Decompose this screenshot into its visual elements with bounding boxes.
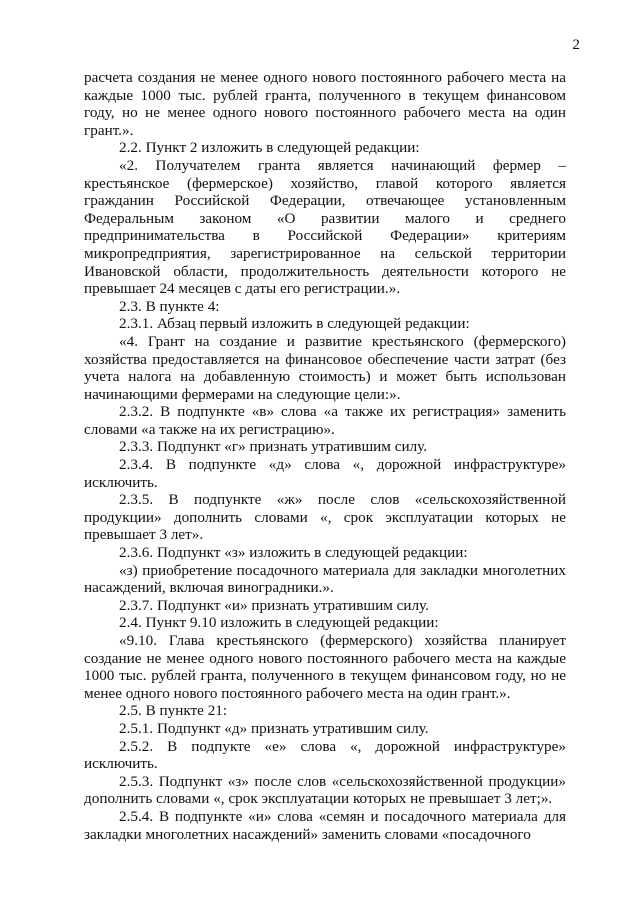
paragraph: 2.5.1. Подпункт «д» признать утратившим силу. bbox=[119, 719, 429, 737]
paragraph: 2.5.3. Подпункт «з» после слов «сельскохозяйственной продукции» дополнить словами «, срок эксплуатации которых не превышает 3 лет;». bbox=[84, 772, 566, 808]
paragraph: 2.3.4. В подпункте «д» слова «, дорожной инфраструктуре» исключить. bbox=[84, 456, 566, 491]
paragraph: 2.3.7. Подпункт «и» признать утратившим силу. bbox=[119, 596, 429, 614]
paragraph: 2.3.2. В подпункте «в» слова «а также их регистрация» заменить словами «а также на их регистрацию». bbox=[84, 403, 566, 438]
paragraph: 2.3.6. Подпункт «з» изложить в следующей редакции: bbox=[119, 544, 468, 562]
paragraph: «з) приобретение посадочного материала для закладки многолетних насаждений, включая виноградники.». bbox=[84, 561, 566, 597]
paragraph: 2.5.4. В подпункте «и» слова «семян и посадочного материала для закладки многолетних насаждений» заменить словами «посадочного bbox=[84, 807, 566, 843]
paragraph: «2. Получателем гранта является начинающий фермер – крестьянское (фермерское) хозяйство, главой которого является гражданин Российской Федерации, отвечающее установленным Федеральным законом «О развитии малого и среднего предпринимательства в Российской Федерации» критериям микропредприятия, зарегистрированное на сельской территории Ивановской области, продолжительность деятельности которого не превышает 24 месяцев с даты его регистрации.». bbox=[84, 156, 566, 298]
paragraph: 2.3. В пункте 4: bbox=[119, 297, 220, 315]
document-body bbox=[84, 69, 566, 843]
paragraph: 2.3.1. Абзац первый изложить в следующей редакции: bbox=[119, 315, 470, 333]
paragraph: 2.5. В пункте 21: bbox=[119, 702, 228, 720]
paragraph: 2.2. Пункт 2 изложить в следующей редакции: bbox=[119, 139, 420, 157]
paragraph: 2.3.3. Подпункт «г» признать утратившим силу. bbox=[119, 438, 428, 456]
paragraph: 2.3.5. В подпункте «ж» после слов «сельскохозяйственной продукции» дополнить словами «, срок эксплуатации которых не превышает 3 лет». bbox=[84, 491, 566, 544]
paragraph: 2.4. Пункт 9.10 изложить в следующей редакции: bbox=[119, 614, 439, 632]
page-number: 2 bbox=[572, 36, 580, 53]
paragraph: 2.5.2. В подпукте «е» слова «, дорожной инфраструктуре» исключить. bbox=[84, 737, 566, 773]
paragraph: «4. Грант на создание и развитие крестьянского (фермерского) хозяйства предоставляется на финансовое обеспечение части затрат (без учета налога на добавленную стоимость) и может быть использован начинающими фермерами на следующие цели:». bbox=[84, 332, 566, 403]
paragraph: «9.10. Глава крестьянского (фермерского) хозяйства планирует создание не менее одного нового постоянного рабочего места на каждые 1000 тыс. рублей гранта, полученного в текущем финансовом году, но не менее одного нового постоянного рабочего места на один грант.». bbox=[84, 632, 566, 702]
paragraph: расчета создания не менее одного нового постоянного рабочего места на каждые 1000 тыс. рублей гранта, полученного в текущем финансовом году, но не менее одного нового постоянного рабочего места на один грант.». bbox=[84, 69, 566, 139]
